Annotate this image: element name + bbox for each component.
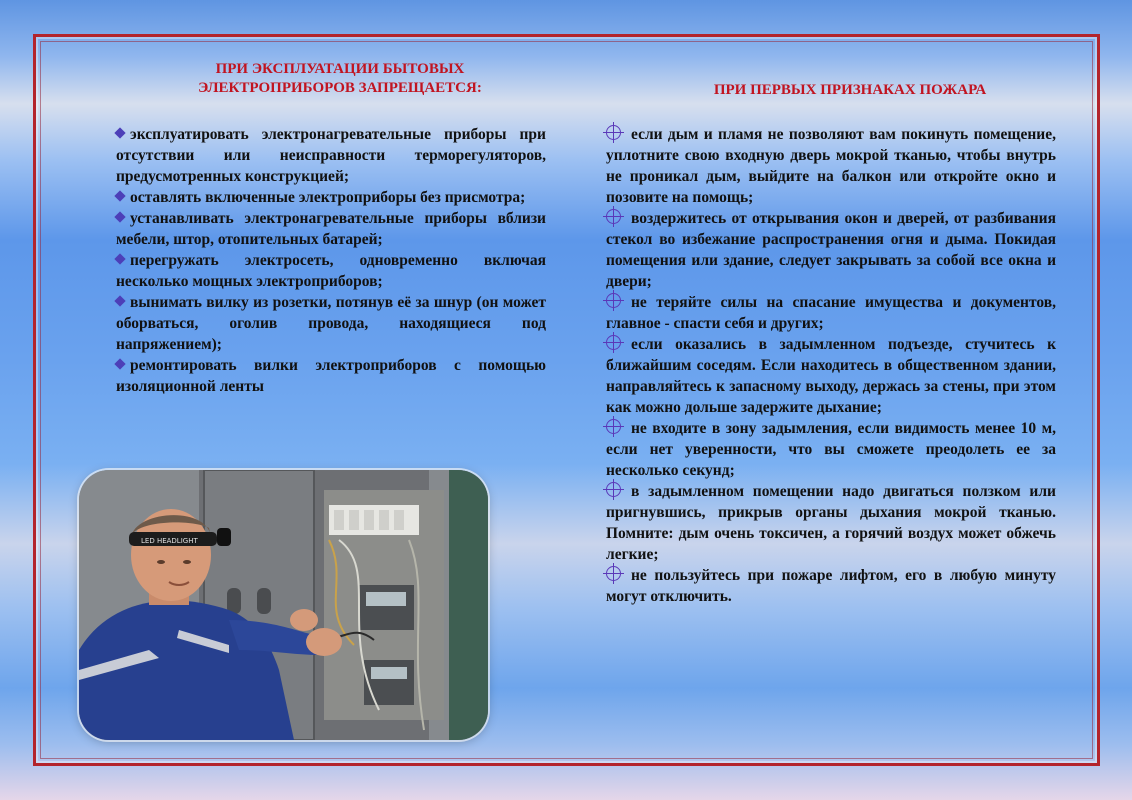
- crosshair-bullet-icon: [606, 566, 621, 581]
- left-heading-line2: ЭЛЕКТРОПРИБОРОВ ЗАПРЕЩАЕТСЯ:: [198, 80, 482, 96]
- diamond-bullet-icon: [114, 253, 125, 264]
- list-item-text: не теряйте силы на спасание имущества и документов, главное - спасти себя и других;: [606, 294, 1056, 332]
- list-item: [596, 565, 1056, 607]
- list-item-text: воздержитесь от открывания окон и дверей, от разбивания стекол во избежание распространения огня и дыма. Покидая помещения или здание, следует закрывать за собой все окна и двери;: [606, 210, 1056, 290]
- left-heading: [130, 60, 550, 98]
- list-item: [86, 250, 546, 292]
- diamond-bullet-icon: [114, 127, 125, 138]
- list-item-text: если дым и пламя не позволяют вам покинуть помещение, уплотните свою входную дверь мокрой тканью, чтобы внутрь не проникал дым, выйдите на балкон или откройте окно и позовите на помощь;: [606, 126, 1056, 206]
- list-item-text: ремонтировать вилки электроприборов с помощью изоляционной ленты: [116, 357, 546, 395]
- list-item: [596, 208, 1056, 292]
- right-column: [596, 124, 1056, 607]
- crosshair-bullet-icon: [606, 482, 621, 497]
- diamond-bullet-icon: [114, 295, 125, 306]
- electrician-illustration: [79, 470, 488, 740]
- list-item: [86, 124, 546, 187]
- list-item-text: если оказались в задымленном подъезде, стучитесь к ближайшим соседям. Если находитесь в общественном здании, направляйтесь к запасному выходу, держась за стены, при этом как можно дольше задержите дыхание;: [606, 336, 1056, 416]
- right-heading: ПРИ ПЕРВЫХ ПРИЗНАКАХ ПОЖАРА: [713, 82, 987, 98]
- list-item-text: оставлять включенные электроприборы без присмотра;: [130, 189, 526, 206]
- list-item: [86, 292, 546, 355]
- list-item: [86, 187, 546, 208]
- list-item: [86, 355, 546, 397]
- list-item-text: в задымленном помещении надо двигаться ползком или пригнувшись, прикрыв органы дыхания мокрой тканью. Помните: дым очень токсичен, а горячий воздух может обжечь легкие;: [606, 483, 1056, 563]
- diamond-bullet-icon: [114, 190, 125, 201]
- list-item: [596, 292, 1056, 334]
- list-item: [596, 481, 1056, 565]
- list-item: [596, 334, 1056, 418]
- crosshair-bullet-icon: [606, 125, 621, 140]
- list-item-text: не входите в зону задымления, если видимость менее 10 м, если нет уверенности, что вы сможете преодолеть ее за несколько секунд;: [606, 420, 1056, 479]
- crosshair-bullet-icon: [606, 335, 621, 350]
- crosshair-bullet-icon: [606, 209, 621, 224]
- left-heading-line1: ПРИ ЭКСПЛУАТАЦИИ БЫТОВЫХ: [215, 61, 465, 77]
- headlamp-label: LED HEADLIGHT: [141, 537, 198, 545]
- list-item-text: устанавливать электронагревательные приборы вблизи мебели, штор, отопительных батарей;: [116, 210, 546, 248]
- list-item-text: вынимать вилку из розетки, потянув её за шнур (он может оборваться, оголив провода, находящиеся под напряжением);: [116, 294, 546, 353]
- diamond-bullet-icon: [114, 358, 125, 369]
- crosshair-bullet-icon: [606, 293, 621, 308]
- list-item: [86, 208, 546, 250]
- list-item-text: не пользуйтесь при пожаре лифтом, его в любую минуту могут отключить.: [606, 567, 1056, 605]
- electrician-photo: [79, 470, 488, 740]
- diamond-bullet-icon: [114, 211, 125, 222]
- crosshair-bullet-icon: [606, 419, 621, 434]
- left-column: [86, 124, 546, 397]
- list-item: [596, 418, 1056, 481]
- list-item-text: перегружать электросеть, одновременно включая несколько мощных электроприборов;: [116, 252, 546, 290]
- list-item-text: эксплуатировать электронагревательные приборы при отсутствии или неисправности терморегуляторов, предусмотренных конструкцией;: [116, 126, 546, 185]
- list-item: [596, 124, 1056, 208]
